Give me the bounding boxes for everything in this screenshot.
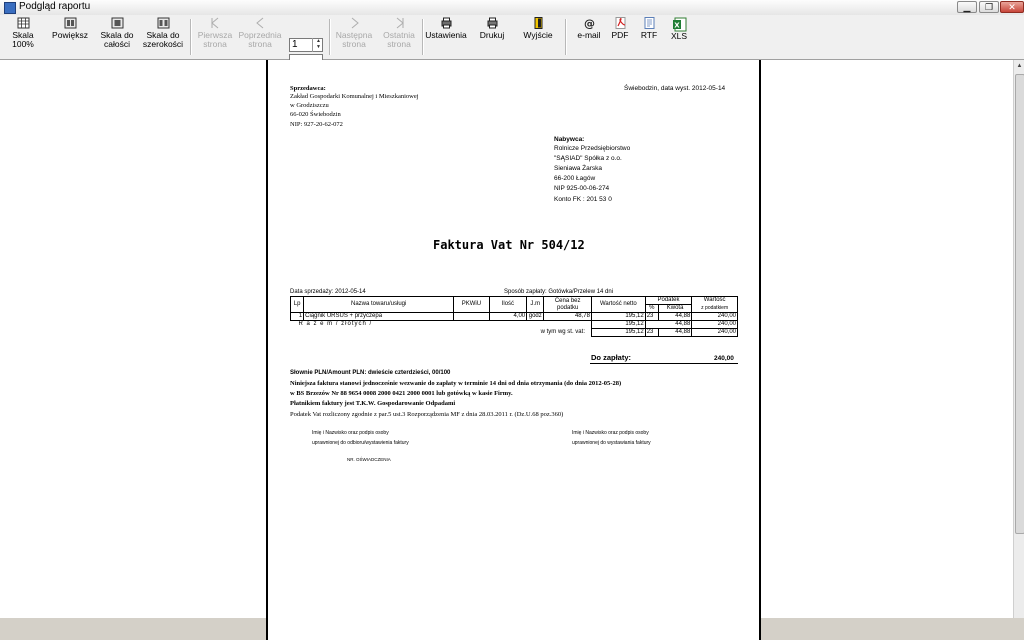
vat-tax: 44,88 (658, 329, 691, 337)
signature-label-right: uprawnionej do wystawiania faktury (572, 440, 651, 446)
window-titlebar (0, 0, 1024, 16)
toolbar-separator (190, 19, 192, 55)
first-page-button[interactable]: Pierwsza strona (196, 17, 234, 57)
col-tax: Podatek (645, 297, 692, 305)
pdf-export-button[interactable]: PDF (606, 17, 634, 57)
exit-button[interactable]: Wyjście (518, 17, 558, 57)
settings-button[interactable]: Ustawienia (425, 17, 467, 57)
vat-label: w tym wg st. vat: (540, 329, 585, 335)
first-page-icon (209, 17, 222, 29)
report-toolbar (0, 15, 1024, 60)
row-pkwiu (454, 313, 489, 321)
payment-notice: Niniejsza faktura stanowi jednocześnie wezwanie do zapłaty w terminie 14 dni od dnia otrzymania (do dnia 2012-05-28) (290, 380, 622, 387)
buyer-line: "SĄSIAD" Spółka z o.o. (554, 155, 622, 162)
seller-line: w Grodziszczu (290, 102, 329, 109)
row-price: 48,78 (544, 313, 592, 321)
col-price: Cena bez podatku (544, 297, 592, 313)
invoice-items-table (290, 296, 738, 337)
amount-in-words: Słownie PLN/Amount PLN: dwieście czterdzieści, 00/100 (290, 370, 451, 376)
scrollbar-thumb[interactable] (1015, 74, 1024, 534)
vat-pct: 23 (645, 329, 658, 337)
toolbar-separator (422, 19, 424, 55)
vat-row (291, 329, 738, 337)
row-lp: 1 (291, 313, 304, 321)
fit-width-button[interactable]: Skala do szerokości (142, 17, 184, 57)
last-page-button[interactable]: Ostatnia strona (380, 17, 418, 57)
col-net: Wartość netto (591, 297, 645, 313)
prev-page-icon (254, 17, 267, 29)
payment-method: Sposób zapłaty: Gotówka/Przelew 14 dni (504, 289, 614, 295)
printer-settings-icon (440, 17, 453, 29)
toolbar-separator (329, 19, 331, 55)
buyer-account: Konto FK : 201 53 0 (554, 196, 612, 203)
seller-line: Zakład Gospodarki Komunalnej i Mieszkaniowej (290, 93, 419, 100)
prev-page-button[interactable]: Poprzednia strona (238, 17, 282, 57)
total-row (291, 321, 738, 329)
zoom-icon (64, 17, 77, 29)
buyer-nip: NIP 925-00-06-274 (554, 185, 610, 192)
row-net: 195,12 (591, 313, 645, 321)
col-name: Nazwa towaru/usługi (304, 297, 454, 313)
row-name: Ciągnik URSUS + przyczepa (304, 313, 454, 321)
buyer-line: Rolnicze Przedsiębiorstwo (554, 145, 631, 152)
email-at-icon (583, 17, 596, 29)
amount-due-label: Do zapłaty: (591, 353, 632, 362)
col-unit: J.m (527, 297, 544, 313)
place-and-date: Świebodzin, data wyst. 2012-05-14 (624, 85, 726, 92)
buyer-label: Nabywca: (554, 136, 585, 143)
buyer-line: Sieniawa Żarska (554, 165, 603, 172)
payer-notice: Płatnikiem faktury jest T.K.W. Gospodarowanie Odpadami (290, 400, 456, 407)
col-tax-pct: % (645, 305, 658, 313)
excel-icon (672, 17, 687, 32)
rtf-export-button[interactable]: RTF (636, 17, 662, 57)
close-button[interactable]: ✕ (1000, 1, 1024, 13)
next-page-button[interactable]: Następna strona (334, 17, 374, 57)
toolbar-separator (565, 19, 567, 55)
due-underline (590, 363, 738, 364)
col-gross: Wartość (692, 297, 738, 305)
row-qty: 4,00 (489, 313, 527, 321)
total-gross: 240,00 (692, 321, 738, 329)
buyer-line: 66-200 Łagów (554, 175, 596, 182)
fit-page-icon (111, 17, 124, 29)
col-pkwiu: PKWiU (454, 297, 489, 313)
col-tax-amount: Kwota (658, 305, 691, 313)
next-page-icon (348, 17, 361, 29)
row-tax-amount: 44,88 (658, 313, 691, 321)
email-export-button[interactable]: @ e-mail (577, 17, 601, 40)
signature-label-left: Imię i Nazwisko oraz podpis osoby (312, 430, 389, 436)
scale-100-button[interactable]: Skala 100% (4, 17, 42, 57)
last-page-icon (393, 17, 406, 29)
legal-basis: Podatek Vat rozliczony zgodnie z par.5 ust.3 Rozporządzenia MF z dnia 28.03.2011 r. (Dz.U.68 poz.360) (290, 411, 564, 418)
zoom-button[interactable]: Powiększ (50, 17, 90, 57)
total-net: 195,12 (591, 321, 645, 329)
xls-export-button[interactable]: X XLS (665, 17, 693, 57)
statement-number: NR. OŚWIADCZENIA (347, 457, 391, 462)
pdf-icon (614, 17, 627, 29)
amount-due-value: 240,00 (714, 355, 734, 362)
page-number-input[interactable]: 1 (289, 38, 323, 52)
rtf-document-icon (643, 17, 656, 29)
seller-label: Sprzedawca: (290, 85, 326, 92)
exit-door-icon (532, 17, 545, 29)
table-header-row (291, 297, 738, 305)
maximize-button[interactable]: ❐ (979, 1, 999, 13)
row-unit: godz (527, 313, 544, 321)
col-qty: Ilość (489, 297, 527, 313)
window-title: Podgląd raportu (19, 1, 91, 12)
signature-label-right: Imię i Nazwisko oraz podpis osoby (572, 430, 649, 436)
print-button[interactable]: Drukuj (474, 17, 510, 57)
seller-nip: NIP: 927-20-62-072 (290, 121, 343, 128)
vertical-scrollbar[interactable] (1013, 60, 1024, 618)
total-label: R a z e m / złotych / (298, 321, 373, 328)
fit-whole-button[interactable]: Skala do całości (97, 17, 137, 57)
row-gross: 240,00 (692, 313, 738, 321)
spin-up-icon[interactable]: ▲ (316, 38, 321, 44)
invoice-title: Faktura Vat Nr 504/12 (433, 238, 585, 252)
col-lp: Lp (291, 297, 304, 313)
vat-gross: 240,00 (692, 329, 738, 337)
vat-net: 195,12 (591, 329, 645, 337)
app-icon (4, 2, 16, 14)
seller-line: 66-020 Świebodzin (290, 111, 341, 118)
total-tax: 44,88 (645, 321, 692, 329)
sale-date: Data sprzedaży: 2012-05-14 (290, 289, 366, 295)
col-gross-sub: z podatkiem (692, 305, 738, 313)
invoice-page (266, 60, 761, 640)
signature-label-left: uprawnionej do odbioru/wystawienia faktury (312, 440, 409, 446)
printer-icon (486, 17, 499, 29)
row-tax-pct: 23 (645, 313, 658, 321)
svg-text:@: @ (583, 17, 595, 29)
bank-account-notice: w BS Brzezów Nr 88 9654 0008 2000 0421 2000 0001 lub gotówką w kasie Firmy. (290, 390, 513, 397)
page-spinner[interactable] (312, 38, 324, 52)
minimize-button[interactable]: ▁ (957, 1, 977, 13)
table-row (291, 313, 738, 321)
grid-icon (17, 17, 30, 29)
svg-text:X: X (673, 21, 680, 30)
spin-down-icon[interactable]: ▼ (316, 44, 321, 50)
fit-width-icon (157, 17, 170, 29)
scroll-up-icon[interactable]: ▲ (1016, 63, 1023, 69)
